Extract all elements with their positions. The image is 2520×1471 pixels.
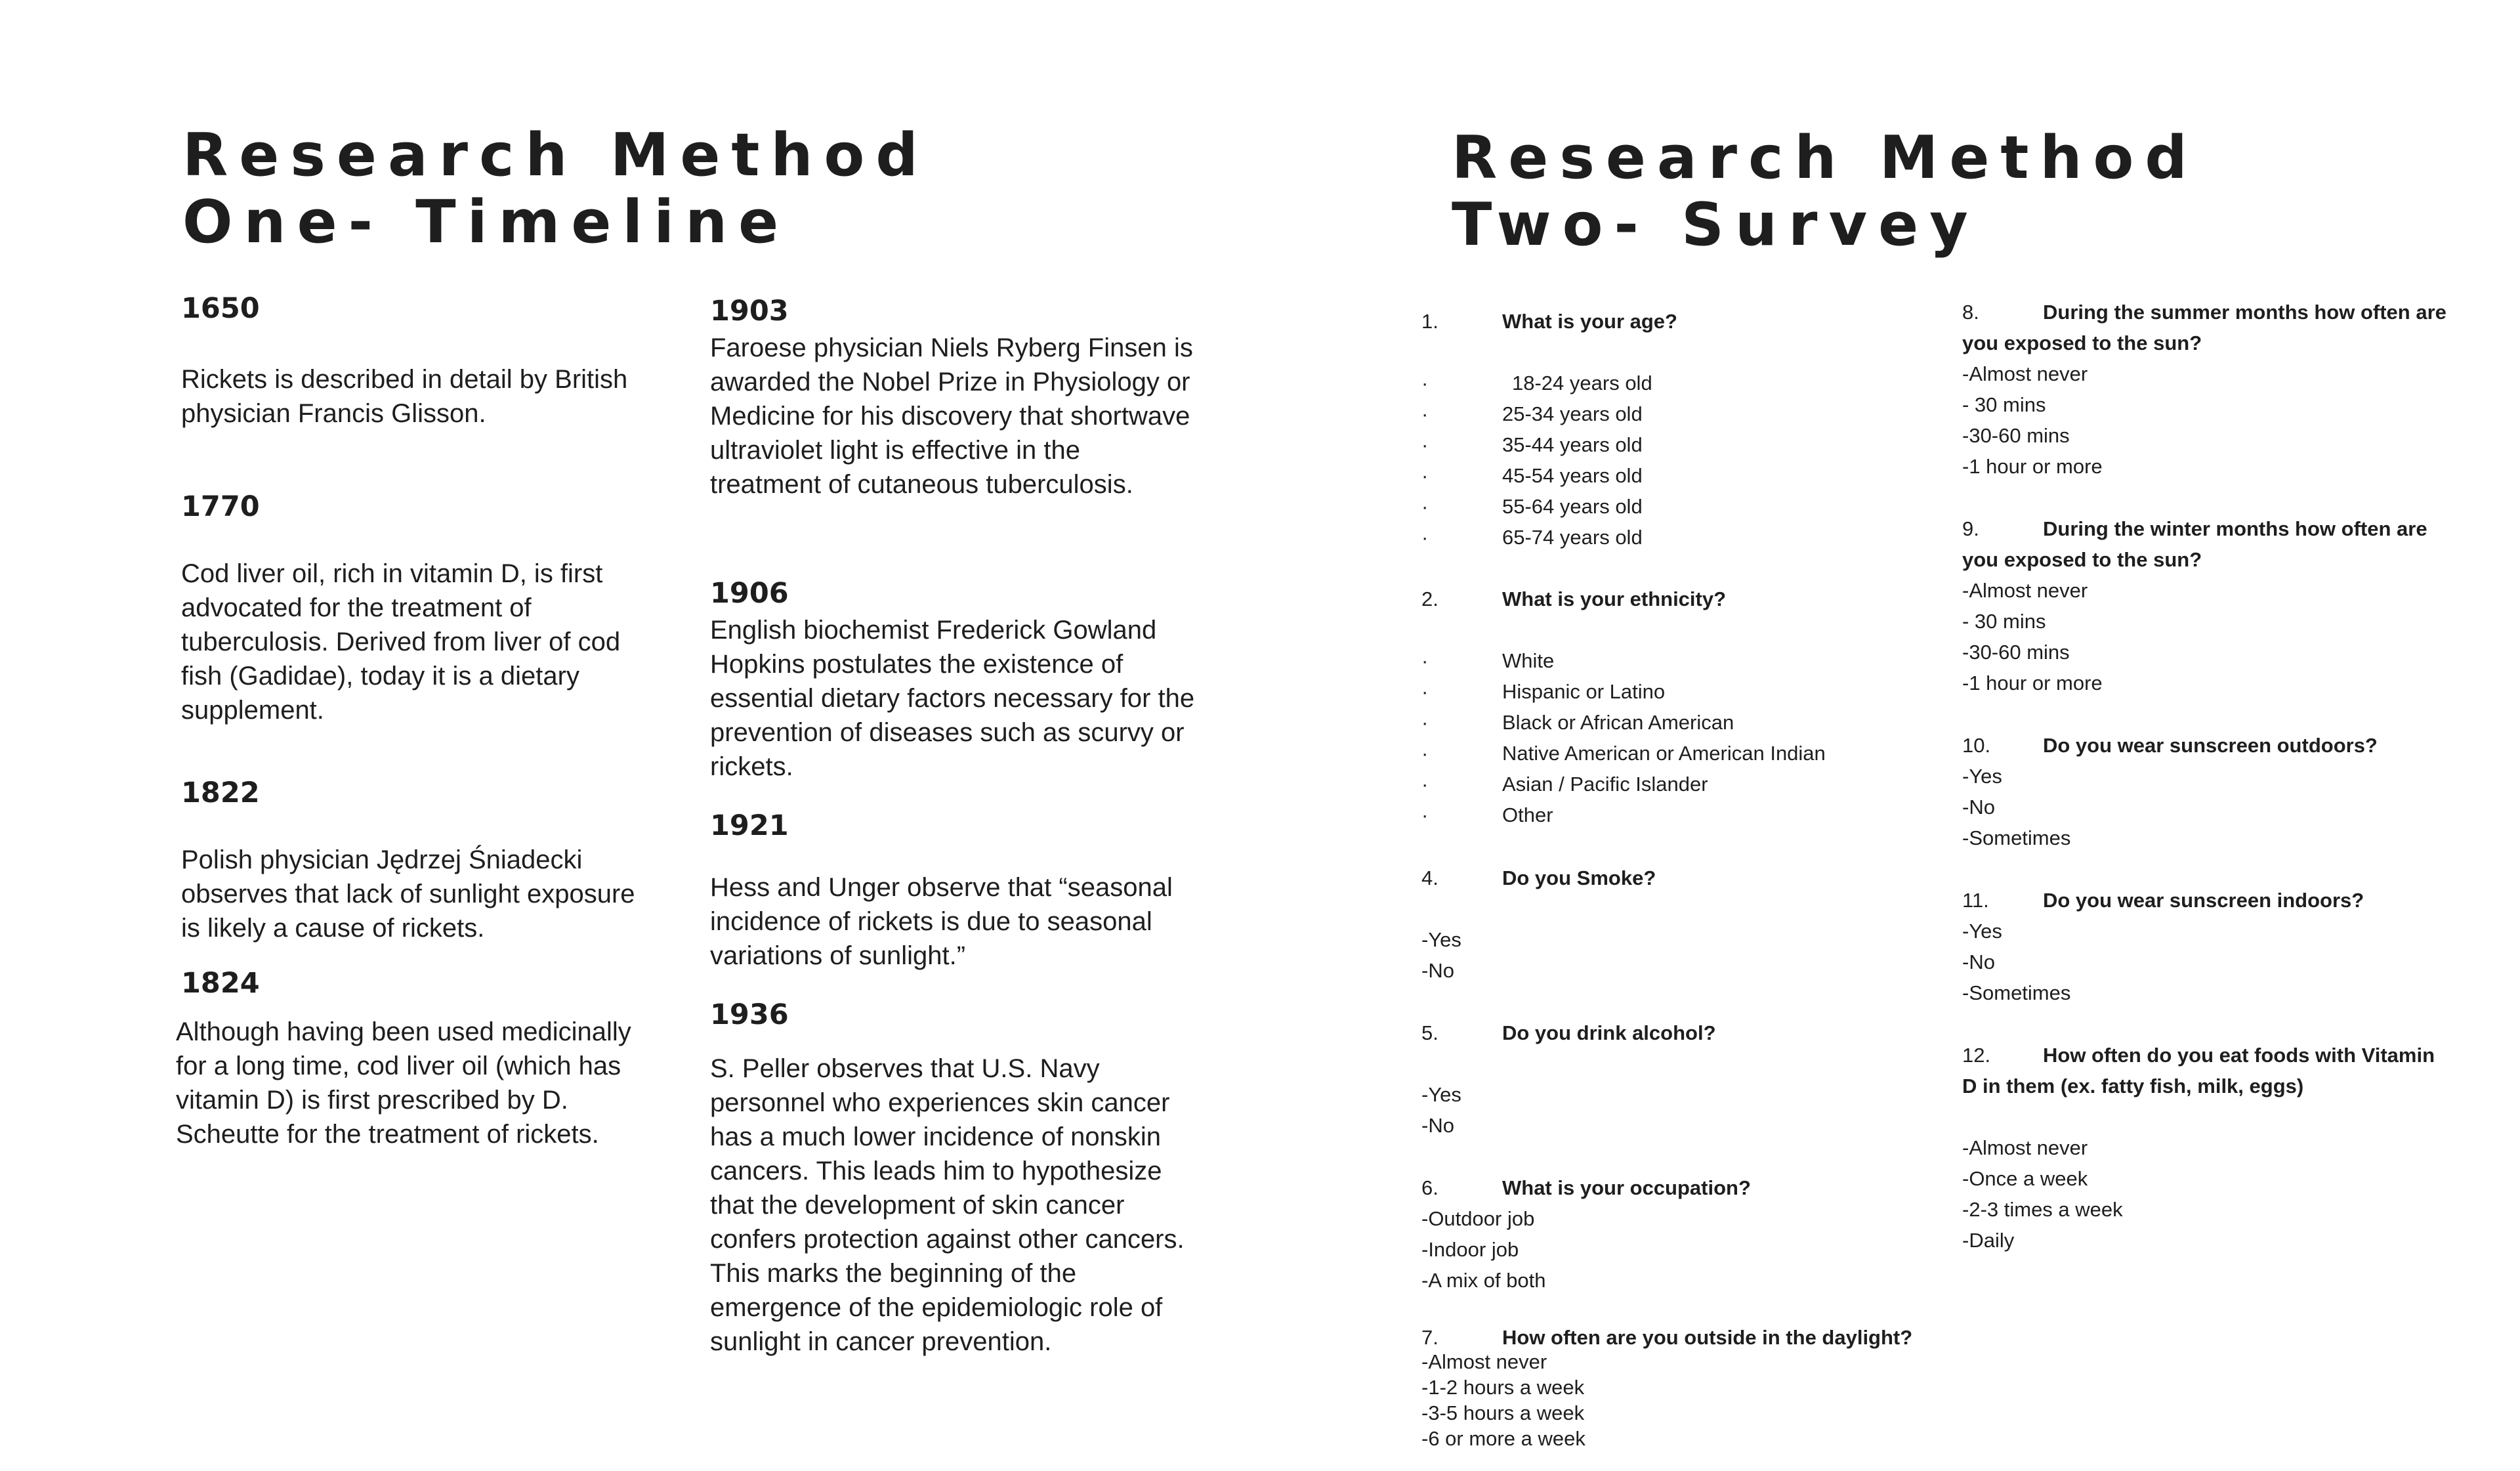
answer-option: -Almost never (1962, 362, 2088, 385)
answer-option (1421, 799, 1826, 830)
option-text: Other (1502, 803, 1553, 826)
survey-question (1962, 513, 2448, 698)
option-text: 55-64 years old (1502, 495, 1643, 518)
bullet: · (1421, 464, 1429, 487)
timeline-entry (181, 777, 654, 945)
answer-options (1421, 368, 1652, 553)
timeline-entry (710, 295, 1196, 501)
bullet: · (1421, 433, 1429, 456)
question-text: What is your occupation? (1502, 1176, 1751, 1199)
answer-option: -Yes (1421, 928, 1461, 951)
answer-option (1421, 522, 1652, 553)
answer-option: -Almost never (1962, 1136, 2088, 1159)
answer-option: -A mix of both (1421, 1269, 1546, 1292)
question-number: 12. (1962, 1044, 1991, 1067)
heading-line: Research Method (182, 121, 929, 190)
answer-option: -Yes (1962, 765, 2002, 788)
timeline-entry (181, 293, 654, 431)
question-number: 9. (1962, 517, 1979, 540)
question-text: During the winter months how often are you exposed to the sun? (1962, 517, 2427, 571)
timeline-text: Although having been used medicinally for a long time, cod liver oil (which has vitamin D) is first prescribed by D. Scheutte for the treatment of rickets. (176, 1017, 631, 1149)
answer-option: - 30 mins (1962, 610, 2046, 633)
timeline-year: 1921 (710, 809, 789, 842)
answer-option: -Yes (1962, 920, 2002, 943)
question-line (1421, 1017, 1716, 1048)
answer-option: -No (1962, 950, 1995, 973)
answer-option: -Indoor job (1421, 1238, 1519, 1261)
question-line (1421, 1172, 1751, 1203)
option-text: Hispanic or Latino (1502, 680, 1666, 703)
timeline-text: Rickets is described in detail by British physician Francis Glisson. (181, 365, 628, 428)
question-line (1421, 1322, 1913, 1353)
answer-options (1962, 358, 2448, 482)
survey-question (1962, 730, 2378, 853)
timeline-entry (181, 491, 654, 727)
timeline-year: 1824 (181, 967, 260, 1000)
question-text: How often do you eat foods with Vitamin D in them (ex. fatty fish, milk, eggs) (1962, 1044, 2435, 1098)
survey-question (1421, 306, 1677, 553)
option-text: 45-54 years old (1502, 464, 1643, 487)
timeline-text: English biochemist Frederick Gowland Hopkins postulates the existence of essential dietary factors necessary for the prevention of diseases such as scurvy or rickets. (710, 616, 1195, 781)
option-text: White (1502, 649, 1555, 672)
survey-question (1421, 584, 1826, 830)
answer-option: -No (1421, 1114, 1454, 1137)
answer-options (1421, 924, 1461, 986)
heading-line: One- Timeline (182, 188, 790, 257)
option-text: Native American or American Indian (1502, 742, 1826, 765)
timeline-text: Polish physician Jędrzej Śniadecki observes that lack of sunlight exposure is likely a cause of rickets. (181, 845, 635, 943)
question-text: Do you drink alcohol? (1502, 1021, 1716, 1044)
answer-options (1962, 916, 2070, 1008)
question-line (1962, 885, 2364, 916)
answer-option: -1 hour or more (1962, 672, 2103, 694)
answer-option: - 30 mins (1962, 393, 2046, 416)
bullet: · (1421, 402, 1429, 425)
question-number: 5. (1421, 1021, 1438, 1044)
question-number: 6. (1421, 1176, 1438, 1199)
answer-option: -No (1962, 796, 1995, 819)
answer-option (1421, 491, 1652, 522)
question-text: During the summer months how often are you exposed to the sun? (1962, 301, 2446, 354)
answer-option (1421, 769, 1826, 799)
timeline-year: 1770 (181, 490, 260, 523)
question-line (1421, 584, 1826, 614)
timeline-entry (710, 578, 1196, 784)
question-number: 1. (1421, 310, 1438, 333)
bullet: · (1421, 526, 1429, 549)
timeline-text: S. Peller observes that U.S. Navy personnel who experiences skin cancer has a much lower incidence of nonskin cancers. This leads him to hypothesize that the development of skin cancer confers protection against other cancers. This marks the beginning of the emergence of the epidemiologic role of sunlight in cancer prevention. (710, 1054, 1185, 1356)
timeline-entry (710, 810, 1196, 973)
answer-option (1421, 460, 1652, 491)
question-line (1421, 306, 1677, 337)
bullet: · (1421, 773, 1429, 796)
answer-options (1962, 575, 2448, 698)
answer-option: -1-2 hours a week (1421, 1376, 1585, 1399)
answer-options (1421, 1079, 1461, 1141)
heading-line: Research Method (1452, 123, 2198, 192)
timeline-entry (710, 999, 1196, 1359)
survey-question (1962, 297, 2448, 482)
question-text: Do you wear sunscreen indoors? (2043, 889, 2364, 912)
answer-options (1421, 645, 1826, 830)
answer-option: -Sometimes (1962, 981, 2071, 1004)
bullet: · (1421, 495, 1429, 518)
answer-option: -Outdoor job (1421, 1207, 1535, 1230)
answer-option: -Daily (1962, 1229, 2015, 1252)
question-text: What is your age? (1502, 310, 1677, 333)
bullet: · (1421, 742, 1429, 765)
option-text: Asian / Pacific Islander (1502, 773, 1708, 796)
timeline-entry (176, 968, 648, 1151)
timeline-year: 1903 (710, 295, 789, 328)
question-line (1962, 730, 2378, 761)
answer-option (1421, 645, 1826, 676)
survey-question (1962, 1040, 2448, 1256)
answer-options (1962, 1132, 2448, 1256)
answer-option (1421, 676, 1826, 707)
option-text: 65-74 years old (1502, 526, 1643, 549)
timeline-text: Faroese physician Niels Ryberg Finsen is awarded the Nobel Prize in Physiology or Medicine for his discovery that shortwave ultraviolet light is effective in the treatment of cutaneous tuberculosis. (710, 333, 1193, 499)
question-number: 8. (1962, 301, 1979, 324)
question-line (1962, 297, 2448, 358)
timeline-year: 1906 (710, 577, 789, 610)
survey-question (1962, 885, 2364, 1008)
answer-option: -30-60 mins (1962, 424, 2070, 447)
answer-option (1421, 368, 1652, 398)
answer-option: -Once a week (1962, 1167, 2088, 1190)
question-number: 11. (1962, 889, 1989, 912)
answer-option: -No (1421, 959, 1454, 982)
question-number: 7. (1421, 1326, 1438, 1349)
question-line (1421, 863, 1656, 893)
answer-option (1421, 429, 1652, 460)
answer-option: -2-3 times a week (1962, 1198, 2123, 1221)
survey-question (1421, 863, 1656, 986)
option-text: 35-44 years old (1502, 433, 1643, 456)
answer-option: -1 hour or more (1962, 455, 2103, 478)
heading-line: Two- Survey (1452, 190, 1979, 259)
answer-options (1421, 1349, 1586, 1451)
survey-heading (1452, 125, 2198, 259)
survey-question (1421, 1322, 1913, 1451)
bullet: · (1421, 649, 1429, 672)
answer-option: -Sometimes (1962, 826, 2071, 849)
answer-options (1421, 1203, 1546, 1296)
answer-option: -3-5 hours a week (1421, 1401, 1585, 1424)
bullet: · (1421, 372, 1429, 394)
survey-question (1421, 1172, 1751, 1296)
option-text: 18-24 years old (1512, 372, 1652, 394)
option-text: 25-34 years old (1502, 402, 1643, 425)
answer-options (1962, 761, 2070, 853)
answer-option (1421, 707, 1826, 738)
timeline-year: 1650 (181, 292, 260, 325)
timeline-heading (182, 122, 929, 256)
question-text: How often are you outside in the daylight? (1502, 1326, 1913, 1349)
question-number: 2. (1421, 587, 1438, 610)
question-text: What is your ethnicity? (1502, 587, 1727, 610)
question-text: Do you wear sunscreen outdoors? (2043, 734, 2378, 757)
question-line (1962, 1040, 2448, 1101)
bullet: · (1421, 711, 1429, 734)
answer-option: -Almost never (1962, 579, 2088, 602)
question-text: Do you Smoke? (1502, 866, 1656, 889)
bullet: · (1421, 680, 1429, 703)
answer-option: -30-60 mins (1962, 641, 2070, 664)
bullet: · (1421, 803, 1429, 826)
answer-option (1421, 398, 1652, 429)
answer-option: -6 or more a week (1421, 1427, 1586, 1450)
question-number: 4. (1421, 866, 1438, 889)
timeline-year: 1936 (710, 998, 789, 1031)
option-text: Black or African American (1502, 711, 1734, 734)
timeline-year: 1822 (181, 777, 260, 809)
answer-option: -Yes (1421, 1083, 1461, 1106)
timeline-text: Hess and Unger observe that “seasonal incidence of rickets is due to seasonal variations of sunlight.” (710, 873, 1173, 970)
answer-option: -Almost never (1421, 1350, 1547, 1373)
survey-question (1421, 1017, 1716, 1141)
timeline-text: Cod liver oil, rich in vitamin D, is first advocated for the treatment of tuberculosis. Derived from liver of cod fish (Gadidae), today it is a dietary supplement. (181, 559, 621, 725)
question-line (1962, 513, 2448, 575)
question-number: 10. (1962, 734, 1991, 757)
answer-option (1421, 738, 1826, 769)
